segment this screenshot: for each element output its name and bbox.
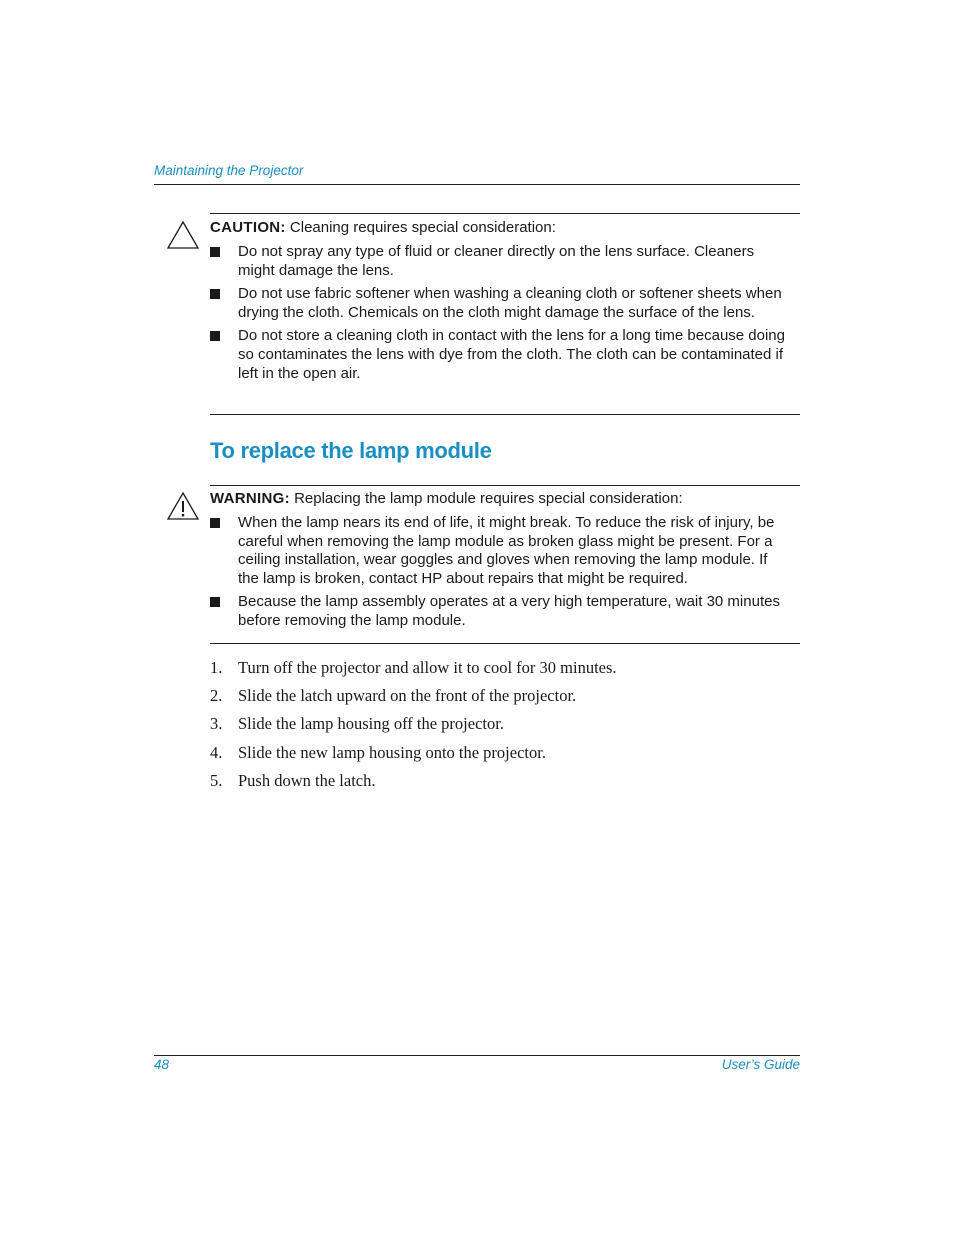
step-item: 4. Slide the new lamp housing onto the projector. [210, 742, 546, 762]
running-head: Maintaining the Projector [154, 163, 304, 178]
list-item: Because the lamp assembly operates at a very high temperature, wait 30 minutes before removing the lamp module. [210, 593, 785, 630]
caution-bottom-rule [210, 414, 800, 415]
bullet-square-icon [210, 331, 220, 341]
step-item: 2. Slide the latch upward on the front of the projector. [210, 686, 577, 706]
list-item: Do not spray any type of fluid or cleaner directly on the lens surface. Cleaners might damage the lens. [210, 243, 785, 280]
warning-label: WARNING: [210, 490, 290, 507]
bullet-square-icon [210, 597, 220, 607]
step-item: 5. Push down the latch. [210, 770, 376, 790]
warning-heading [210, 490, 683, 509]
page-number: 48 [154, 1057, 170, 1072]
footer-rule [154, 1055, 800, 1056]
steps-list [210, 657, 800, 798]
warning-list [210, 514, 785, 636]
caution-label: CAUTION: [210, 219, 286, 236]
caution-intro: Cleaning requires special consideration: [289, 219, 556, 236]
warning-intro: Replacing the lamp module requires special consideration: [294, 490, 683, 507]
step-item: 1. Turn off the projector and allow it to cool for 30 minutes. [210, 658, 617, 677]
warning-bottom-rule [210, 643, 800, 644]
bullet-square-icon [210, 247, 220, 257]
step-item: 3. Slide the lamp housing off the projector. [210, 714, 504, 734]
caution-top-rule [210, 213, 800, 214]
bullet-square-icon [210, 289, 220, 299]
section-title: To replace the lamp module [210, 438, 492, 463]
list-item: Do not use fabric softener when washing a cleaning cloth or softener sheets when drying the cloth. Chemicals on the cloth might damage the surface of the lens. [210, 285, 785, 322]
caution-icon [166, 220, 200, 250]
caution-list [210, 243, 785, 388]
guide-title: User’s Guide [721, 1057, 800, 1072]
warning-top-rule [210, 485, 800, 486]
caution-heading [210, 219, 556, 238]
bullet-square-icon [210, 518, 220, 528]
header-rule [154, 184, 800, 185]
warning-icon [166, 491, 200, 521]
list-item: When the lamp nears its end of life, it might break. To reduce the risk of injury, be careful when removing the lamp module as broken glass might be present. For a ceiling installation, wear goggles and gloves when removing the lamp module. If the lamp is broken, contact HP about repairs that might be required. [210, 514, 785, 588]
list-item: Do not store a cleaning cloth in contact with the lens for a long time because doing so contaminates the lens with dye from the cloth. The cloth can be contaminated if left in the open air. [210, 327, 785, 383]
